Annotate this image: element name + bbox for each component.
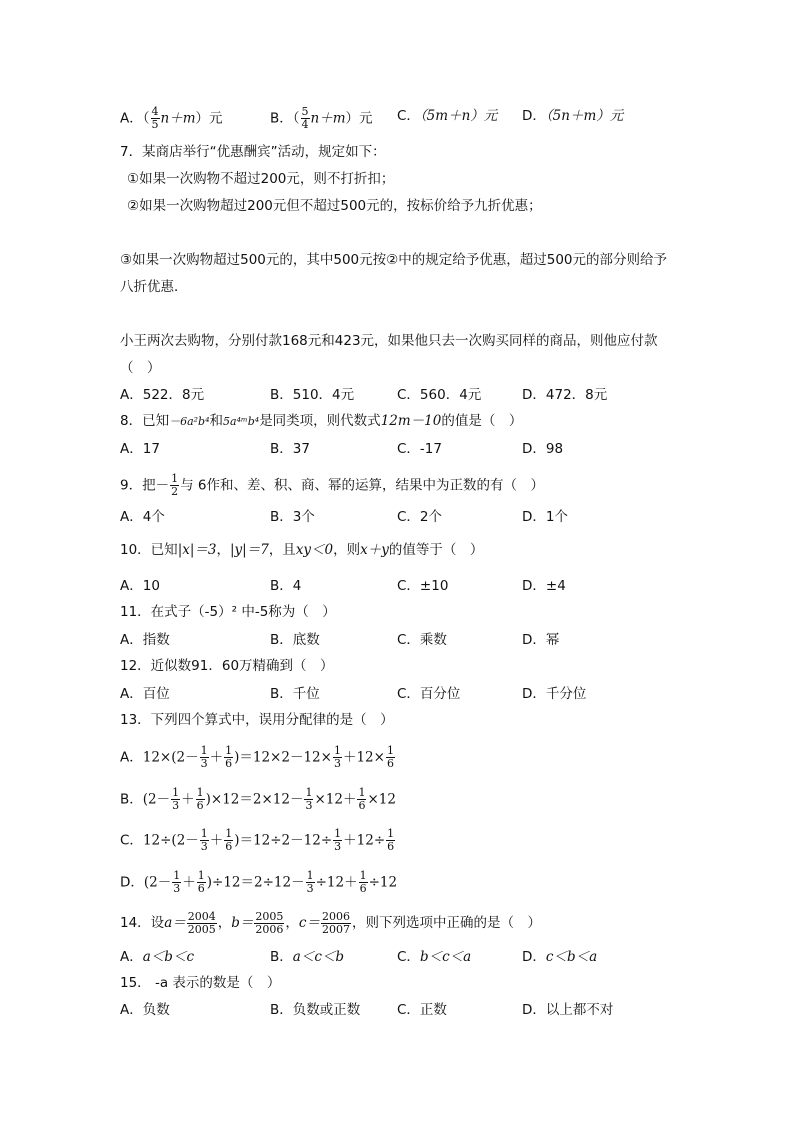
q10-stem [120,541,483,559]
expression-part: ÷12 [368,874,398,891]
numerator: 1 [358,786,366,799]
numerator: 1 [305,786,313,799]
expression-part: ＋12÷ [343,832,386,849]
q9-stem [120,473,544,498]
unit: ）元 [195,110,223,127]
q12-option-b[interactable]: B．千位 [270,686,320,702]
q14-c-lhs: c＝ [298,915,320,931]
q10-prefix: 10．已知 [120,542,178,558]
expression-part: (2－ [142,791,171,808]
numerator: 1 [333,744,341,757]
numerator: 1 [197,869,205,882]
separator: ，则 [333,542,361,558]
q14-suffix: ，则下列选项中正确的是（ ） [351,915,541,931]
q10-expression: x＋y [360,542,389,558]
q11-option-a[interactable]: A．指数 [120,632,170,648]
option-math: c＜b＜a [545,949,598,965]
q8-option-b[interactable]: B．37 [270,441,310,457]
numerator: 1 [387,827,395,840]
option-letter: C． [397,108,420,124]
q8-options [120,439,680,459]
q7-option-c[interactable]: C．560．4元 [397,387,482,403]
q8-option-d[interactable]: D．98 [522,441,564,457]
denominator: 3 [200,840,208,853]
separator: ， [217,915,232,931]
q11-option-c[interactable]: C．乘数 [397,632,447,648]
numerator: 1 [225,827,233,840]
denominator: 3 [200,757,208,770]
q11-option-b[interactable]: B．底数 [270,632,320,648]
fraction-one-third [200,828,209,853]
q8-suffix-2: 的值是（ ） [441,413,523,429]
fraction-one-third [333,828,342,853]
q9-options [120,507,680,527]
denominator: 3 [306,882,314,895]
numerator: 4 [151,105,159,118]
option-letter: B． [120,791,143,808]
q13-option-b[interactable] [120,787,396,812]
fraction-one-third [333,745,342,770]
q8-suffix-1: 是同类项，则代数式 [259,413,381,429]
q15-option-b[interactable]: B．负数或正数 [270,1002,361,1018]
numerator: 1 [359,869,367,882]
expression-part: )＝12×2－12× [234,749,332,766]
fraction [301,106,310,131]
minus-sign: － [155,477,170,494]
q7-rule-1: ①如果一次购物不超过200元，则不打折扣； [127,171,395,187]
fraction [170,473,179,498]
paren: （ [142,110,150,127]
fraction-a [187,911,217,936]
q7-option-d[interactable]: D．472．8元 [522,387,608,403]
denominator: 2007 [321,922,350,936]
expression-part: ＋12× [342,749,385,766]
denominator: 3 [334,840,342,853]
q7-rule-3-line-2: 八折优惠． [120,279,188,295]
numerator: 1 [225,744,233,757]
fraction-one-sixth [359,870,368,895]
fraction-one-sixth [197,870,206,895]
q15-options [120,1000,680,1020]
expression-part: )＝12÷2－12÷ [234,832,333,849]
fraction-one-sixth [386,828,395,853]
fraction-one-third [306,870,315,895]
q10-option-b[interactable]: B．4 [270,578,302,594]
q8-term-1: －6a²b⁴ [169,415,210,428]
q15-stem: 15． -a 表示的数是（ ） [120,975,281,991]
denominator: 6 [386,757,394,770]
q8-option-a[interactable]: A．17 [120,441,160,457]
q11-options [120,630,680,650]
separator: ， [285,915,299,931]
denominator: 6 [358,799,366,812]
q7-option-b[interactable]: B．510．4元 [270,387,355,403]
q11-stem: 11．在式子（-5）² 中-5称为（ ） [120,604,336,620]
expression-part: ＋ [209,749,224,766]
denominator: 6 [359,882,367,895]
q7-rule-3-line-1: ③如果一次购物超过500元的，其中500元按②中的规定给予优惠，超过500元的部分则给予 [120,252,668,268]
denominator: 6 [197,882,205,895]
option-letter: A． [120,949,143,965]
fraction-one-sixth [357,787,366,812]
option-letter: D． [120,874,144,891]
q6-options [120,105,680,131]
q14-options [120,947,680,967]
q14-option-a[interactable] [120,947,194,967]
fraction-one-third [200,745,209,770]
fraction-one-third [172,870,181,895]
option-letter: C． [397,949,420,965]
numerator: 1 [200,827,208,840]
expression-part: 12×(2－ [142,749,199,766]
denominator: 4 [301,118,309,131]
q10-suffix: 的值等于（ ） [388,542,484,558]
option-letter: B． [270,110,293,127]
q11-option-d[interactable]: D．幂 [522,632,560,648]
option-math: a＜c＜b [292,949,345,965]
option-letter: D． [522,108,546,124]
q6-option-c[interactable] [397,106,497,126]
option-letter: D． [522,949,546,965]
denominator: 3 [173,882,181,895]
q8-mid: 和 [209,413,224,429]
q7-question-line-2: （ ） [120,360,161,376]
q14-option-c[interactable] [397,947,471,967]
q12-option-c[interactable]: C．百分位 [397,686,461,702]
q12-stem: 12．近似数91．60万精确到（ ） [120,658,334,674]
q7-rule-2: ②如果一次购物超过200元但不超过500元的，按标价给予九折优惠； [127,198,542,214]
expression: n＋m [310,110,346,127]
q9-option-c[interactable]: C．2个 [397,509,443,525]
q9-option-b[interactable]: B．3个 [270,509,315,525]
paren: （ [292,110,300,127]
denominator: 3 [305,799,313,812]
denominator: 6 [225,757,233,770]
expression-part: ＋ [181,791,195,808]
fraction-one-sixth [224,828,233,853]
denominator: 2005 [187,922,216,936]
denominator: 3 [333,757,341,770]
q6-option-d[interactable] [522,106,623,126]
numerator: 1 [196,786,204,799]
q14-prefix: 14．设 [120,915,165,931]
expression-part: )÷12＝2÷12－ [206,874,305,891]
q8-term-2: 5a⁴ᵐb⁴ [223,415,260,428]
numerator: 1 [200,744,208,757]
q6-option-b[interactable] [270,106,373,131]
separator: ，且 [268,542,296,558]
expression: n＋m [160,110,196,127]
q13-option-d[interactable] [120,870,397,895]
denominator: 6 [387,840,395,853]
expression-part: ×12＋ [314,791,357,808]
q9-prefix: 9．把 [120,477,156,494]
denominator: 2006 [255,922,284,936]
denominator: 6 [196,799,204,812]
expression-part: ＋ [209,832,224,849]
expression-part: ÷12＋ [315,874,358,891]
option-letter: A． [120,110,143,127]
fraction-c [321,911,351,936]
fraction-b [254,911,284,936]
q7-option-a[interactable]: A．522．8元 [120,387,205,403]
option-math: b＜c＜a [419,949,472,965]
option-text: （5m＋n）元 [419,108,498,124]
q12-option-d[interactable]: D．千分位 [522,686,587,702]
q13-option-c[interactable] [120,828,396,853]
q10-condition-2: |y|＝7 [230,542,269,558]
q12-option-a[interactable]: A．百位 [120,686,170,702]
option-text: （5n＋m）元 [545,108,624,124]
expression-part: (2－ [143,874,172,891]
q10-condition-3: xy＜0 [295,542,334,558]
q8-option-c[interactable]: C．-17 [397,441,442,457]
numerator: 1 [306,869,314,882]
numerator: 5 [301,105,309,118]
denominator: 6 [225,840,233,853]
numerator: 1 [334,827,342,840]
option-math: a＜b＜c [142,949,195,965]
numerator: 1 [173,869,181,882]
q10-option-d[interactable]: D．±4 [522,578,566,594]
q10-options [120,576,680,596]
expression-part: )×12＝2×12－ [205,791,304,808]
q8-prefix: 8．已知 [120,413,170,429]
fraction-one-sixth [386,745,395,770]
denominator: 2 [171,485,179,498]
q6-option-a[interactable] [120,106,223,131]
option-letter: C． [120,832,143,849]
denominator: 3 [172,799,180,812]
q7-options [120,385,680,405]
q15-option-c[interactable]: C．正数 [397,1002,447,1018]
q13-stem: 13．下列四个算式中，误用分配律的是（ ） [120,712,394,728]
numerator: 2005 [255,909,284,923]
denominator: 5 [151,118,159,131]
fraction-one-third [304,787,313,812]
fraction-one-third [171,787,180,812]
q14-a-lhs: a＝ [164,915,186,931]
numerator: 1 [171,472,179,485]
q10-option-a[interactable]: A．10 [120,578,160,594]
numerator: 2004 [187,909,216,923]
expression-part: ＋ [182,874,196,891]
fraction-one-sixth [196,787,205,812]
q10-condition-1: |x|＝3 [177,542,217,558]
option-letter: A． [120,749,143,766]
q14-option-b[interactable] [270,947,344,967]
q15-option-d[interactable]: D．以上都不对 [522,1002,614,1018]
expression-part: ×12 [367,791,396,808]
separator: ， [216,542,230,558]
fraction-one-sixth [224,745,233,770]
option-letter: B． [270,949,293,965]
q13-option-a[interactable] [120,745,396,770]
fraction [151,106,160,131]
q12-options [120,684,680,704]
q10-option-c[interactable]: C．±10 [397,578,449,594]
q9-option-d[interactable]: D．1个 [522,509,568,525]
q14-stem [120,910,541,936]
q8-expression: 12m－10 [380,413,442,429]
q8-stem [120,412,522,431]
q7-question-line-1: 小王两次去购物，分别付款168元和423元，如果他只去一次购买同样的商品，则他应付款 [120,333,658,349]
q15-option-a[interactable]: A．负数 [120,1002,170,1018]
q14-option-d[interactable] [522,947,597,967]
q14-b-lhs: b＝ [231,915,254,931]
q9-option-a[interactable]: A．4个 [120,509,165,525]
unit: ）元 [345,110,373,127]
q9-suffix: 与 6作和、差、积、商、幂的运算，结果中为正数的有（ ） [180,477,544,494]
expression-part: 12÷(2－ [142,832,199,849]
numerator: 1 [172,786,180,799]
numerator: 1 [386,744,394,757]
q7-stem: 7．某商店举行“优惠酬宾”活动，规定如下： [120,144,386,160]
numerator: 2006 [321,909,350,923]
